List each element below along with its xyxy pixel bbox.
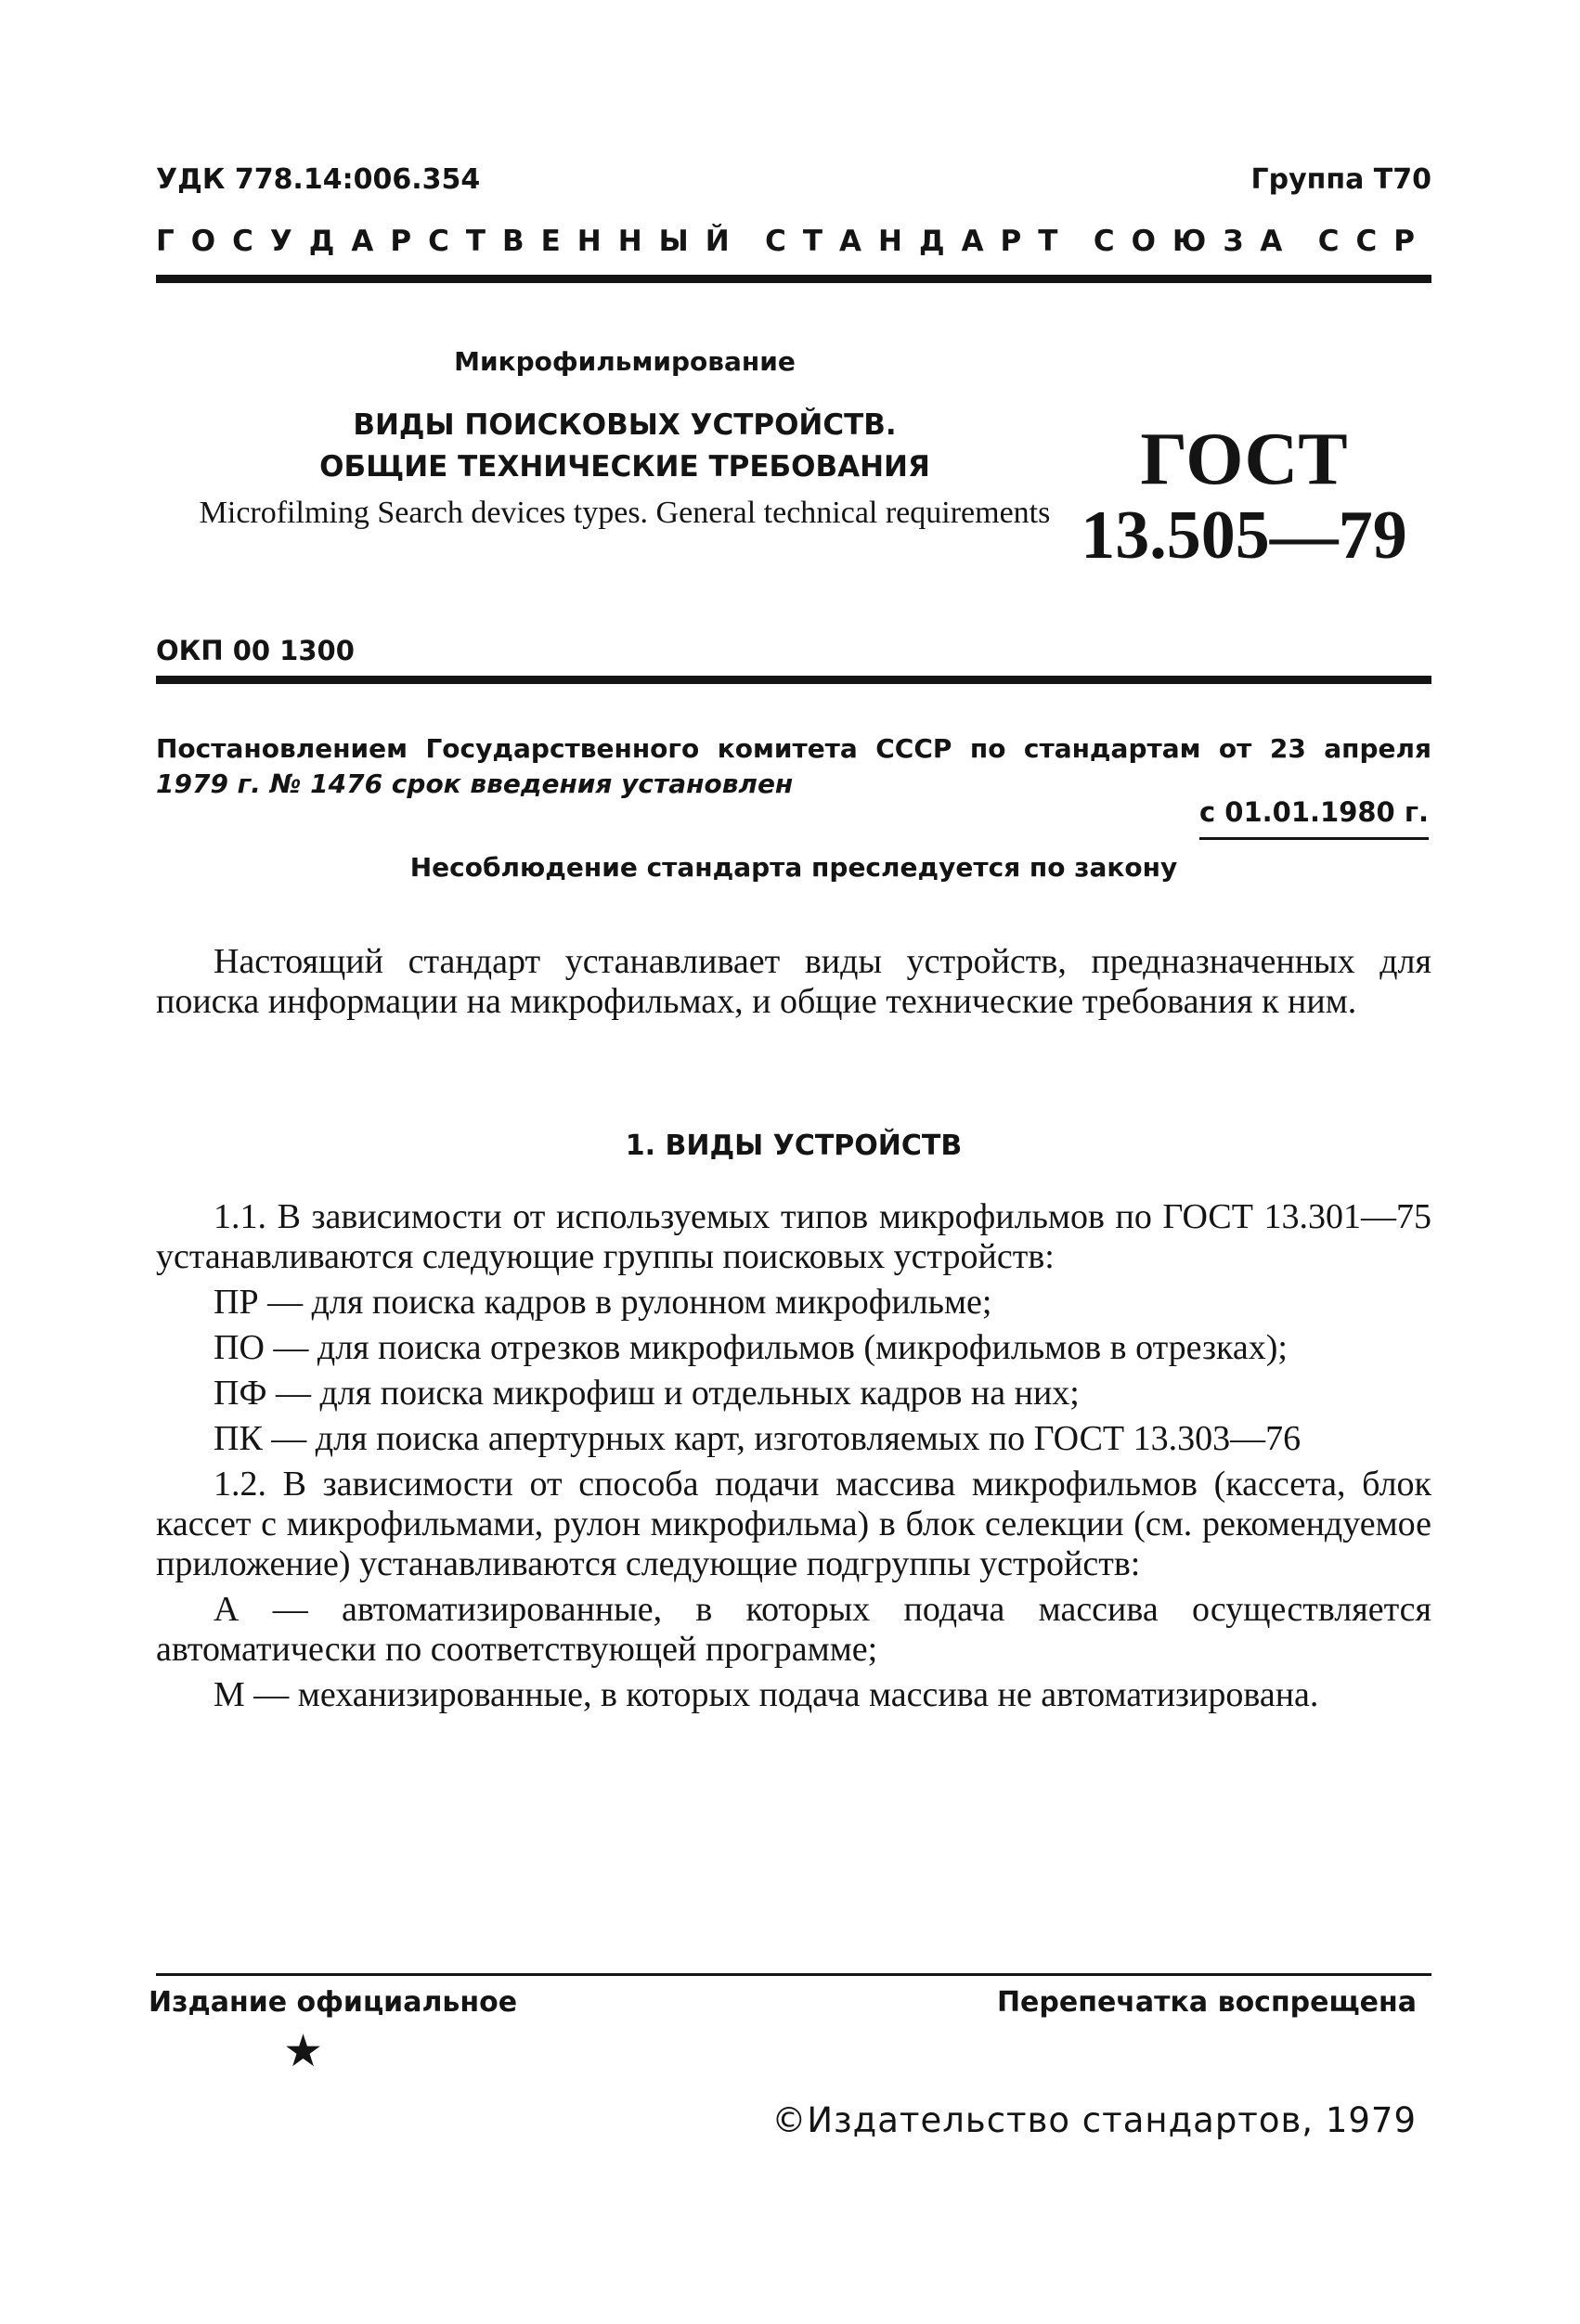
subgroup-m: М — механизированные, в которых подача массива не автоматизирована.	[214, 1675, 1319, 1714]
decree-line-2: 1979 г. № 1476 срок введения установлен	[156, 768, 794, 799]
clause-1-1: 1.1. В зависимости от используемых типов микрофильмов по ГОСТ 13.301—75 устанавливаются следующие группы поисковых устройств:	[156, 1197, 1431, 1276]
intro-paragraph	[156, 942, 1431, 1022]
udk-code: УДК 778.14:006.354	[156, 163, 481, 196]
decree-text	[156, 731, 1431, 802]
reprint-prohibited: Перепечатка воспрещена	[996, 1986, 1417, 2019]
group-pr: ПР — для поиска кадров в рулонном микрофильме;	[214, 1283, 992, 1322]
state-standard-banner	[156, 225, 1431, 258]
banner-word-standard: СТАНДАРТ	[765, 225, 1075, 258]
group-po: ПО — для поиска отрезков микрофильмов (микрофильмов в отрезках);	[214, 1328, 1288, 1367]
group-pf: ПФ — для поиска микрофиш и отдельных кадров на них;	[214, 1374, 1080, 1413]
gost-number: 13.505—79	[1081, 497, 1407, 574]
okp-code: ОКП 00 1300	[156, 635, 355, 666]
clause-1-2: 1.2. В зависимости от способа подачи массива микрофильмов (кассета, блок кассет с микрофильмами, рулон микрофильма) в блок селекции (см. рекомендуемое приложение) устанавливаются следующие подгруппы устройств:	[156, 1465, 1431, 1583]
group-pk: ПК — для поиска апертурных карт, изготовляемых по ГОСТ 13.303—76	[214, 1419, 1302, 1458]
banner-word-state: ГОСУДАРСТВЕННЫЙ	[156, 225, 746, 258]
subgroup-a: А — автоматизированные, в которых подача массива осуществляется автоматически по соответствующей программе;	[156, 1590, 1431, 1669]
copyright-notice: ©Издательство стандартов, 1979	[771, 2100, 1417, 2140]
banner-word-union: СОЮЗА	[1093, 225, 1300, 258]
decree-line-1: Постановлением Государственного комитета СССР по стандартам от 23 апреля	[156, 733, 1431, 764]
effective-date: с 01.01.1980 г.	[1199, 796, 1429, 840]
star-icon: ★	[283, 2027, 324, 2076]
banner-word-ussr: ССР	[1317, 225, 1431, 258]
section-heading: 1. ВИДЫ УСТРОЙСТВ	[625, 1130, 963, 1162]
official-edition: Издание официальное	[149, 1986, 518, 2019]
classification-group: Группа Т70	[1250, 163, 1431, 196]
english-title: Microfilming Search devices types. General technical requirements	[199, 496, 1051, 530]
header-rule	[156, 275, 1431, 283]
gost-label: ГОСТ	[1140, 419, 1348, 500]
section-body	[156, 1197, 1431, 1721]
footer-rule	[156, 1973, 1431, 1976]
okp-rule	[156, 676, 1431, 684]
subject-heading: Микрофильмирование	[454, 346, 796, 377]
title-line-2: ОБЩИЕ ТЕХНИЧЕСКИЕ ТРЕБОВАНИЯ	[319, 450, 930, 484]
violation-notice: Несоблюдение стандарта преследуется по закону	[409, 852, 1178, 883]
intro-text: Настоящий стандарт устанавливает виды устройств, предназначенных для поиска информации на микрофильмах, и общие технические требования к ним.	[156, 942, 1431, 1021]
title-line-1: ВИДЫ ПОИСКОВЫХ УСТРОЙСТВ.	[353, 408, 897, 442]
